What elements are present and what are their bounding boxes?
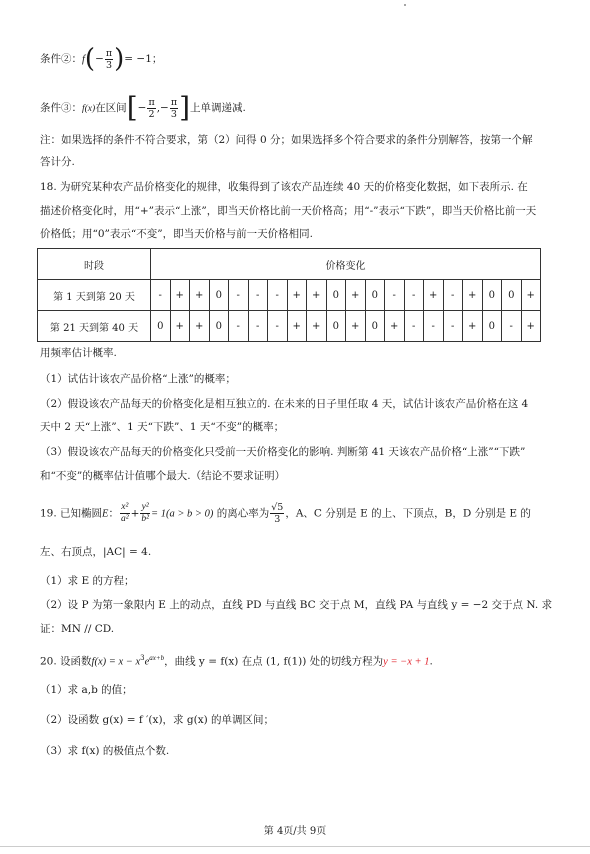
cond3-fx: f(x)	[82, 104, 96, 114]
q19-frac-x	[120, 502, 130, 525]
note-line-1: 注：如果选择的条件不符合要求，第（2）问得 0 分；如果选择多个符合要求的条件分别解答，按第一个解	[40, 134, 533, 146]
price-change-cell: +	[287, 311, 307, 342]
q18-part-1: （1）试估计该农产品价格“上涨”的概率；	[40, 373, 236, 385]
price-change-cell: -	[151, 280, 171, 311]
q19-part-1: （1）求 E 的方程；	[40, 575, 135, 587]
q19-sqrt5: √5	[271, 502, 284, 513]
q20-part-2: （2）设函数 g(x) = f ′(x)，求 g(x) 的单调区间；	[40, 714, 275, 726]
price-change-cell: 0	[502, 280, 522, 311]
footer-divider	[0, 846, 590, 847]
left-paren: (	[84, 44, 96, 74]
price-change-cell: +	[307, 280, 327, 311]
q18-part-3a: （3）假设该农产品每天的价格变化只受前一天价格变化的影响. 判断第 41 天该农产品价格“上涨”“下跌”	[40, 446, 526, 458]
price-change-cell: +	[346, 311, 366, 342]
q19-part-2a: （2）设 P 为第一象限内 E 上的动点，直线 PD 与直线 BC 交于点 M，直线 PA 与直线 y = −2 交于点 N. 求	[40, 599, 553, 611]
q19-x2: x²	[121, 502, 129, 512]
cond3-b-num: π	[170, 96, 178, 108]
right-paren: )	[114, 44, 125, 74]
q19-rest1: ，A、C 分别是 E 的上、下顶点，B，D 分别是 E 的	[285, 507, 531, 520]
price-change-cell: 0	[365, 280, 385, 311]
cond3-frac-b	[170, 97, 178, 120]
q20-line-1	[40, 651, 433, 670]
condition-3: 条件③：f(x)在区间[− $\frac{\pi}{2}$ ,− $\frac{\pi}{3}$ ]上单调递减.	[40, 91, 246, 124]
q18-part-3b: 和“不变”的概率估计值哪个最大.（结论不要求证明）	[40, 470, 286, 482]
price-change-cell: 0	[365, 311, 385, 342]
condition-2	[40, 46, 162, 72]
page-footer: 第 4页/共 9页	[263, 826, 327, 837]
price-change-cell: -	[229, 311, 249, 342]
q20-func: f(x) = x − x	[91, 656, 141, 668]
header-price-change: 价格变化	[151, 249, 541, 280]
q18-part-2b: 天中 2 天“上涨”、1 天“下跌”、1 天“不变”的概率；	[40, 421, 285, 433]
table-row	[38, 311, 541, 342]
cond3-b-den: 3	[170, 108, 177, 120]
price-change-cell: +	[307, 311, 327, 342]
q19-cond: = 1(a > b > 0)	[151, 508, 214, 520]
q18-line-1: 18. 为研究某种农产品价格变化的规律，收集得到了该农产品连续 40 天的价格变化数据，如下表所示. 在	[40, 181, 528, 193]
price-change-cell: 0	[209, 311, 229, 342]
note-line-2: 答计分.	[40, 156, 75, 168]
cond2-rhs: = −1；	[124, 53, 163, 65]
cond3-a-num: π	[148, 96, 155, 108]
cond2-frac	[105, 48, 113, 71]
row-label: 第 1 天到第 20 天	[38, 280, 151, 311]
price-change-cell: -	[248, 280, 268, 311]
q19-colon: ：	[108, 507, 119, 520]
price-change-cell: +	[463, 280, 483, 311]
price-change-cell: -	[268, 280, 288, 311]
price-change-cell: -	[502, 311, 522, 342]
q19-E: E	[102, 508, 109, 520]
price-change-cell: -	[424, 311, 444, 342]
q18-line-2: 描述价格变化时，用“+”表示“上涨”，即当天价格比前一天价格高；用“-”表示“下跌”，即当天价格比前一天	[40, 205, 537, 217]
table-row	[38, 280, 541, 311]
price-change-cell: +	[385, 311, 405, 342]
cond2-frac-num: π	[105, 47, 113, 59]
cond3-frac-a	[147, 97, 155, 120]
q18-line-3: 价格低；用“0”表示“不变”，即当天价格与前一天价格相同.	[40, 228, 313, 240]
q19-line-2: 左、右顶点，|AC| = 4.	[40, 546, 152, 558]
price-change-cell: +	[287, 280, 307, 311]
q18-part-2a: （2）假设该农产品每天的价格变化是相互独立的. 在未来的日子里任取 4 天，试估计该农产品价格在这 4	[40, 398, 529, 410]
cond3-mid: 在区间	[95, 102, 127, 114]
price-change-cell: -	[385, 280, 405, 311]
q20-exp3: 3	[140, 654, 145, 662]
q20-end: .	[429, 655, 433, 668]
right-bracket: ]	[179, 91, 191, 124]
q18-after: 用频率估计概率.	[40, 347, 117, 359]
q20-part-3: （3）求 f(x) 的极值点个数.	[40, 745, 170, 757]
price-change-cell: +	[424, 280, 444, 311]
price-change-cell: -	[229, 280, 249, 311]
left-bracket: [	[126, 91, 138, 124]
cond3-label: 条件③：	[40, 102, 82, 114]
q19-three: 3	[274, 514, 281, 525]
q20-tangent: y = −x + 1	[383, 656, 430, 668]
cond3-a-den: 2	[148, 108, 155, 120]
q20-lead: 20. 设函数	[40, 655, 92, 668]
q20-part-1: （1）求 a,b 的值；	[40, 684, 133, 696]
price-change-cell: 0	[326, 280, 346, 311]
price-change-cell: +	[170, 311, 190, 342]
price-change-cell: -	[443, 280, 463, 311]
price-change-cell: +	[521, 311, 541, 342]
cond2-f: f	[82, 54, 85, 65]
table-header-row	[38, 249, 541, 280]
q19-part-2b: 证：MN // CD.	[40, 623, 115, 635]
q19-a2: a²	[120, 514, 129, 524]
price-change-cell: +	[463, 311, 483, 342]
cond2-minus: −	[95, 53, 104, 65]
price-change-table	[37, 248, 541, 342]
q19-plus: +	[130, 507, 140, 520]
price-change-cell: +	[190, 280, 210, 311]
price-change-cell: +	[190, 311, 210, 342]
q20-mid: ，曲线 y = f(x) 在点 (1, f(1)) 处的切线方程为	[164, 655, 384, 668]
q20-exp-ax: ax+b	[149, 654, 165, 662]
q19-ecc-frac	[270, 502, 284, 525]
header-period: 时段	[38, 249, 151, 280]
price-change-cell: -	[268, 311, 288, 342]
price-change-cell: +	[346, 280, 366, 311]
price-change-cell: -	[404, 280, 424, 311]
cond3-tail: 上单调递减.	[190, 102, 246, 114]
price-change-cell: 0	[482, 311, 502, 342]
row-label: 第 21 天到第 40 天	[38, 311, 151, 342]
q19-b2: b²	[141, 514, 149, 524]
price-change-cell: +	[521, 280, 541, 311]
price-change-cell: +	[170, 280, 190, 311]
cond2-label: 条件②：	[40, 53, 82, 65]
q19-line-1	[40, 502, 531, 525]
price-change-cell: 0	[209, 280, 229, 311]
price-change-cell: -	[248, 311, 268, 342]
cond2-frac-den: 3	[105, 59, 113, 71]
q19-y2: y²	[141, 502, 149, 512]
price-change-cell: 0	[482, 280, 502, 311]
price-change-cell: 0	[326, 311, 346, 342]
price-change-cell: -	[404, 311, 424, 342]
price-change-cell: 0	[151, 311, 171, 342]
q19-lead: 19. 已知椭圆	[40, 507, 103, 520]
q20-e: e	[144, 656, 150, 668]
price-change-cell: -	[443, 311, 463, 342]
q19-ecc-text: 的离心率为	[216, 507, 270, 520]
scan-dot	[404, 4, 406, 6]
q19-frac-y	[140, 502, 150, 525]
